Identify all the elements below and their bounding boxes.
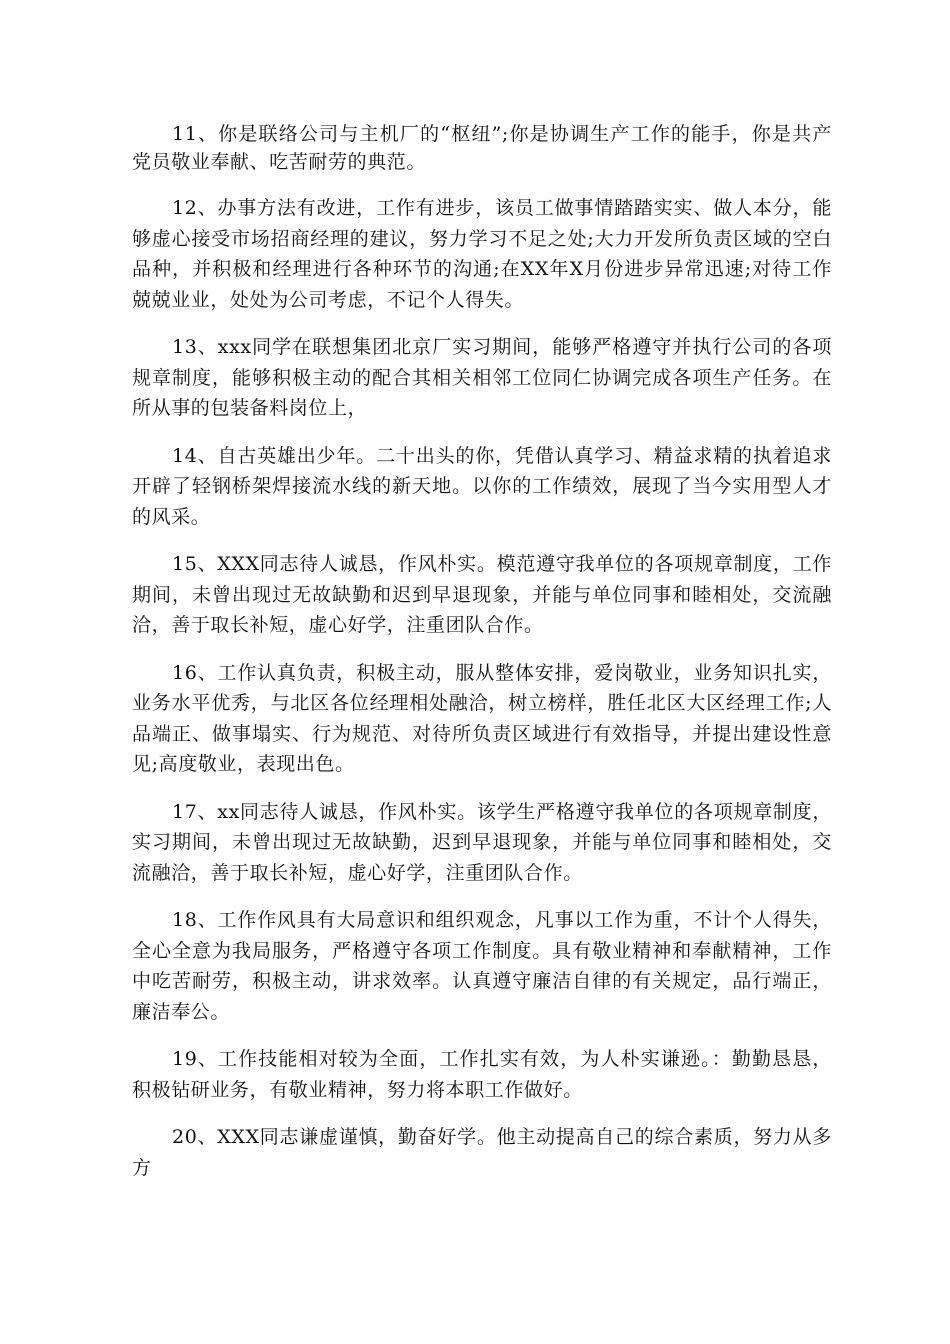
paragraph-19: 19、工作技能相对较为全面，工作扎实有效，为人朴实谦逊。：勤勤恳恳，积极钻研业务，有敬业精神，努力将本职工作做好。 bbox=[132, 1048, 832, 1101]
paragraph-20: 20、XXX同志谦虚谨慎，勤奋好学。他主动提高自己的综合素质，努力从多方 bbox=[132, 1126, 832, 1179]
paragraph-15: 15、XXX同志待人诚恳，作风朴实。模范遵守我单位的各项规章制度，工作期间，未曾出现过无故缺勤和迟到早退现象，并能与单位同事和睦相处，交流融洽，善于取长补短，虚心好学，注重团队合作。 bbox=[132, 553, 832, 636]
paragraph-14: 14、自古英雄出少年。二十出头的你，凭借认真学习、精益求精的执着追求开辟了轻钢桥架焊接流水线的新天地。以你的工作绩效，展现了当今实用型人才的风采。 bbox=[132, 444, 832, 528]
paragraph-16: 16、工作认真负责，积极主动，服从整体安排，爱岗敬业，业务知识扎实，业务水平优秀，与北区各位经理相处融洽，树立榜样，胜任北区大区经理工作;人品端正、做事塌实、行为规范、对待所负责区域进行有效指导，并提出建设性意见;高度敬业，表现出色。 bbox=[132, 661, 832, 775]
paragraph-12: 12、办事方法有改进，工作有进步，该员工做事情踏踏实实、做人本分，能够虚心接受市场招商经理的建议，努力学习不足之处;大力开发所负责区域的空白品种，并积极和经理进行各种环节的沟通;在XX年X月份进步异常迅速;对待工作兢兢业业，处处为公司考虑，不记个人得失。 bbox=[132, 197, 832, 311]
paragraph-13: 13、xxx同学在联想集团北京厂实习期间，能够严格遵守并执行公司的各项规章制度，能够积极主动的配合其相关相邻工位同仁协调完成各项生产任务。在所从事的包装备料岗位上， bbox=[132, 336, 832, 419]
paragraph-11: 11、你是联络公司与主机厂的“枢纽”;你是协调生产工作的能手，你是共产党员敬业奉献、吃苦耐劳的典范。 bbox=[132, 123, 832, 173]
paragraph-18: 18、工作作风具有大局意识和组织观念，凡事以工作为重，不计个人得失，全心全意为我局服务，严格遵守各项工作制度。具有敬业精神和奉献精神，工作中吃苦耐劳，积极主动，讲求效率。认真遵守廉洁自律的有关规定，品行端正，廉洁奉公。 bbox=[132, 909, 832, 1023]
paragraph-17: 17、xx同志待人诚恳，作风朴实。该学生严格遵守我单位的各项规章制度，实习期间，未曾出现过无故缺勤，迟到早退现象，并能与单位同事和睦相处，交流融洽，善于取长补短，虚心好学，注重团队合作。 bbox=[132, 800, 832, 884]
document-page bbox=[132, 120, 832, 1200]
